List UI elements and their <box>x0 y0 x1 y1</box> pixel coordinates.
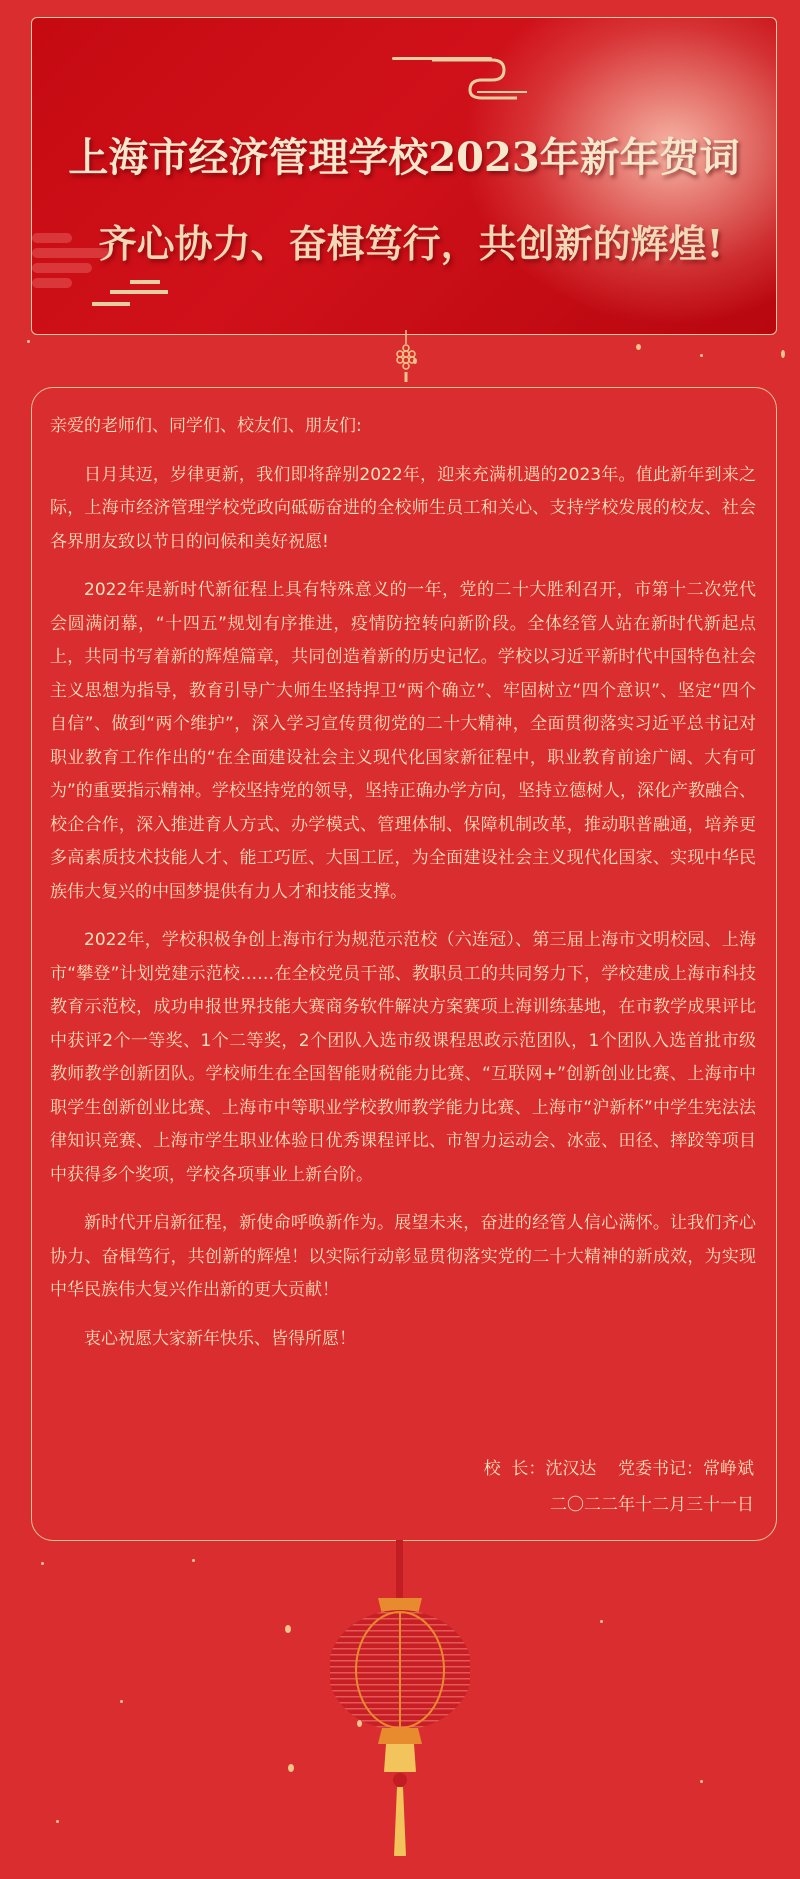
cloud-swirl-icon <box>90 280 170 310</box>
sparkle-decoration <box>56 1820 59 1823</box>
letter-paragraph: 衷心祝愿大家新年快乐、皆得所愿！ <box>84 1328 356 1349</box>
signature-names: 校 长：沈汉达 党委书记：常峥斌 <box>483 1459 754 1479</box>
page-subtitle: 齐心协力、奋楫笃行，共创新的辉煌! <box>98 221 724 266</box>
sparkle-decoration <box>600 1620 603 1623</box>
signature-date: 二〇二二年十二月三十一日 <box>550 1495 754 1515</box>
chinese-knot-icon <box>391 330 421 385</box>
sparkle-decoration <box>288 1764 294 1772</box>
letter-body <box>50 410 756 1371</box>
sparkle-decoration <box>781 350 785 358</box>
letter-paragraph: 新时代开启新征程，新使命呼唤新作为。展望未来，奋进的经管人信心满怀。让我们齐心协力、奋楫笃行，共创新的辉煌！以实际行动彰显贯彻落实党的二十大精神的新成效，为实现中华民族伟大复兴作出新的更大贡献！ <box>50 1213 756 1300</box>
letter-paragraph: 日月其迈，岁律更新，我们即将辞别2022年，迎来充满机遇的2023年。值此新年到来之际，上海市经济管理学校党政向砥砺奋进的全校师生员工和关心、支持学校发展的校友、社会各界朋友致以节日的问候和美好祝愿! <box>50 464 756 552</box>
letter-greeting: 亲爱的老师们、同学们、校友们、朋友们: <box>50 416 362 436</box>
sparkle-decoration <box>357 1720 362 1727</box>
cloud-swirl-icon <box>422 42 532 102</box>
header-banner <box>31 17 777 335</box>
sparkle-decoration <box>120 1700 123 1703</box>
sparkle-decoration <box>636 344 641 350</box>
signature-block <box>484 1451 754 1523</box>
letter-paragraph: 2022年，学校积极争创上海市行为规范示范校（六连冠）、第三届上海市文明校园、上海市“攀登”计划党建示范校……在全校党员干部、教职员工的共同努力下，学校建成上海市科技教育示范校，成功申报世界技能大赛商务软件解决方案赛项上海训练基地，在市教学成果评比中获评2个一等奖、1个二等奖，2个团队入选市级课程思政示范团队，1个团队入选首批市级教师教学创新团队。学校师生在全国智能财税能力比赛、“互联网+”创新创业比赛、上海市中职学生创新创业比赛、上海市中等职业学校教师教学能力比赛、上海市“沪新杯”中学生宪法法律知识竞赛、上海市学生职业体验日优秀课程评比、市智力运动会、冰壶、田径、摔跤等项目中获得多个奖项，学校各项事业上新台阶。 <box>50 930 756 1185</box>
cloud-decoration <box>32 278 72 288</box>
sparkle-decoration <box>41 1562 44 1565</box>
letter-paragraph: 2022年是新时代新征程上具有特殊意义的一年，党的二十大胜利召开，市第十二次党代会圆满闭幕，“十四五”规划有序推进，疫情防控转向新阶段。全体经管人站在新时代新起点上，共同书写着新的辉煌篇章，共同创造着新的历史记忆。学校以习近平新时代中国特色社会主义思想为指导，教育引导广大师生坚持捍卫“两个确立”、牢固树立“四个意识”、坚定“四个自信”、做到“两个维护”，深入学习宣传贯彻党的二十大精神，全面贯彻落实习近平总书记对职业教育工作作出的“在全面建设社会主义现代化国家新征程中，职业教育前途广阔、大有可为”的重要指示精神。学校坚持党的领导，坚持正确办学方向，坚持立德树人，深化产教融合、校企合作，深入推进育人方式、办学模式、管理体制、保障机制改革，推动职普融通，培养更多高素质技术技能人才、能工巧匠、大国工匠，为全面建设社会主义现代化国家、实现中华民族伟大复兴的中国梦提供有力人才和技能支撑。 <box>50 580 756 902</box>
sparkle-decoration <box>27 340 30 343</box>
sparkle-decoration <box>413 358 417 364</box>
sparkle-decoration <box>700 1780 703 1783</box>
sparkle-decoration <box>192 1559 195 1562</box>
sparkle-decoration <box>700 354 703 357</box>
lantern-icon <box>330 1540 470 1870</box>
sparkle-decoration <box>285 1625 291 1633</box>
page-title: 上海市经济管理学校2023年新年贺词 <box>68 134 740 181</box>
